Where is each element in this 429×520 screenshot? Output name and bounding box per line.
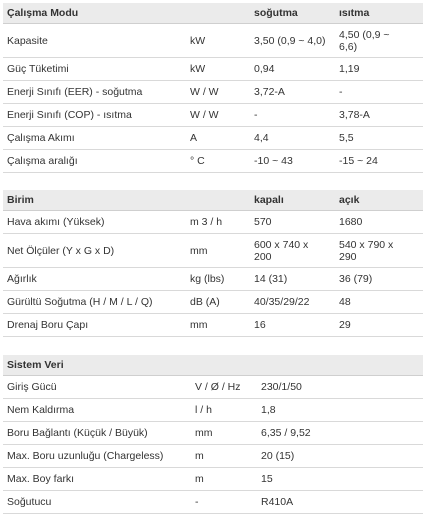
table-header-row [3, 3, 423, 24]
row-label: Max. Boy farkı [3, 468, 191, 491]
row-value: 6,35 / 9,52 [257, 422, 327, 445]
row-unit: mm [186, 234, 250, 268]
row-value: R410A [257, 491, 327, 514]
row-value: 4,4 [250, 127, 335, 150]
row-unit: kW [186, 24, 250, 58]
row-value [327, 445, 423, 468]
table-row [3, 399, 423, 422]
table-row [3, 58, 423, 81]
table-row [3, 314, 423, 337]
table-row [3, 81, 423, 104]
header-cell: açık [335, 190, 423, 211]
row-unit: - [191, 491, 257, 514]
row-value: 16 [250, 314, 335, 337]
row-unit: m 3 / h [186, 211, 250, 234]
row-value: 29 [335, 314, 423, 337]
row-value [327, 422, 423, 445]
row-label: Boru Bağlantı (Küçük / Büyük) [3, 422, 191, 445]
row-unit: W / W [186, 81, 250, 104]
row-label: Drenaj Boru Çapı [3, 314, 186, 337]
row-unit: kg (lbs) [186, 268, 250, 291]
header-cell: ısıtma [335, 3, 423, 24]
table-row [3, 468, 423, 491]
unit-table [3, 190, 423, 337]
row-value: 1,8 [257, 399, 327, 422]
row-unit: mm [186, 314, 250, 337]
row-value: 4,50 (0,9 ~ 6,6) [335, 24, 423, 58]
row-label: Giriş Gücü [3, 376, 191, 399]
header-cell: Birim [3, 190, 186, 211]
row-value: 5,5 [335, 127, 423, 150]
row-value: 0,94 [250, 58, 335, 81]
row-value: 48 [335, 291, 423, 314]
header-cell [191, 355, 257, 376]
row-unit: ° C [186, 150, 250, 173]
row-value: 600 x 740 x 200 [250, 234, 335, 268]
table-header-row [3, 190, 423, 211]
row-label: Ağırlık [3, 268, 186, 291]
header-cell: soğutma [250, 3, 335, 24]
header-cell [327, 355, 423, 376]
table-row [3, 24, 423, 58]
row-value: 14 (31) [250, 268, 335, 291]
row-value [327, 399, 423, 422]
row-value: 570 [250, 211, 335, 234]
row-label: Enerji Sınıfı (EER) - soğutma [3, 81, 186, 104]
header-cell: Çalışma Modu [3, 3, 186, 24]
row-value: 230/1/50 [257, 376, 327, 399]
row-label: Soğutucu [3, 491, 191, 514]
table-row [3, 234, 423, 268]
row-value: 20 (15) [257, 445, 327, 468]
row-value: 3,78-A [335, 104, 423, 127]
header-cell [257, 355, 327, 376]
row-value: -10 ~ 43 [250, 150, 335, 173]
row-value [327, 468, 423, 491]
row-value: - [335, 81, 423, 104]
operation-mode-table [3, 3, 423, 173]
row-unit: m [191, 468, 257, 491]
row-label: Max. Boru uzunluğu (Chargeless) [3, 445, 191, 468]
row-unit: mm [191, 422, 257, 445]
header-cell [186, 3, 250, 24]
row-label: Hava akımı (Yüksek) [3, 211, 186, 234]
row-value [327, 376, 423, 399]
row-value: - [250, 104, 335, 127]
row-value: -15 ~ 24 [335, 150, 423, 173]
row-label: Çalışma aralığı [3, 150, 186, 173]
table-row [3, 422, 423, 445]
table-row [3, 150, 423, 173]
row-label: Nem Kaldırma [3, 399, 191, 422]
table-row [3, 376, 423, 399]
table-row [3, 104, 423, 127]
row-value: 40/35/29/22 [250, 291, 335, 314]
row-value: 3,72-A [250, 81, 335, 104]
table-row [3, 291, 423, 314]
row-unit: l / h [191, 399, 257, 422]
row-label: Kapasite [3, 24, 186, 58]
table-row [3, 127, 423, 150]
row-unit: A [186, 127, 250, 150]
row-label: Enerji Sınıfı (COP) - ısıtma [3, 104, 186, 127]
system-data-table [3, 355, 423, 514]
table-row [3, 268, 423, 291]
row-value: 36 (79) [335, 268, 423, 291]
row-unit: V / Ø / Hz [191, 376, 257, 399]
row-value: 540 x 790 x 290 [335, 234, 423, 268]
row-label: Çalışma Akımı [3, 127, 186, 150]
row-label: Gürültü Soğutma (H / M / L / Q) [3, 291, 186, 314]
row-label: Güç Tüketimi [3, 58, 186, 81]
row-unit: kW [186, 58, 250, 81]
row-value: 1680 [335, 211, 423, 234]
row-label: Net Ölçüler (Y x G x D) [3, 234, 186, 268]
table-row [3, 211, 423, 234]
row-unit: dB (A) [186, 291, 250, 314]
header-cell: Sistem Veri [3, 355, 191, 376]
table-row [3, 491, 423, 514]
table-row [3, 445, 423, 468]
row-unit: W / W [186, 104, 250, 127]
row-value: 1,19 [335, 58, 423, 81]
table-header-row [3, 355, 423, 376]
row-value: 15 [257, 468, 327, 491]
row-value [327, 491, 423, 514]
row-unit: m [191, 445, 257, 468]
header-cell: kapalı [250, 190, 335, 211]
row-value: 3,50 (0,9 ~ 4,0) [250, 24, 335, 58]
header-cell [186, 190, 250, 211]
